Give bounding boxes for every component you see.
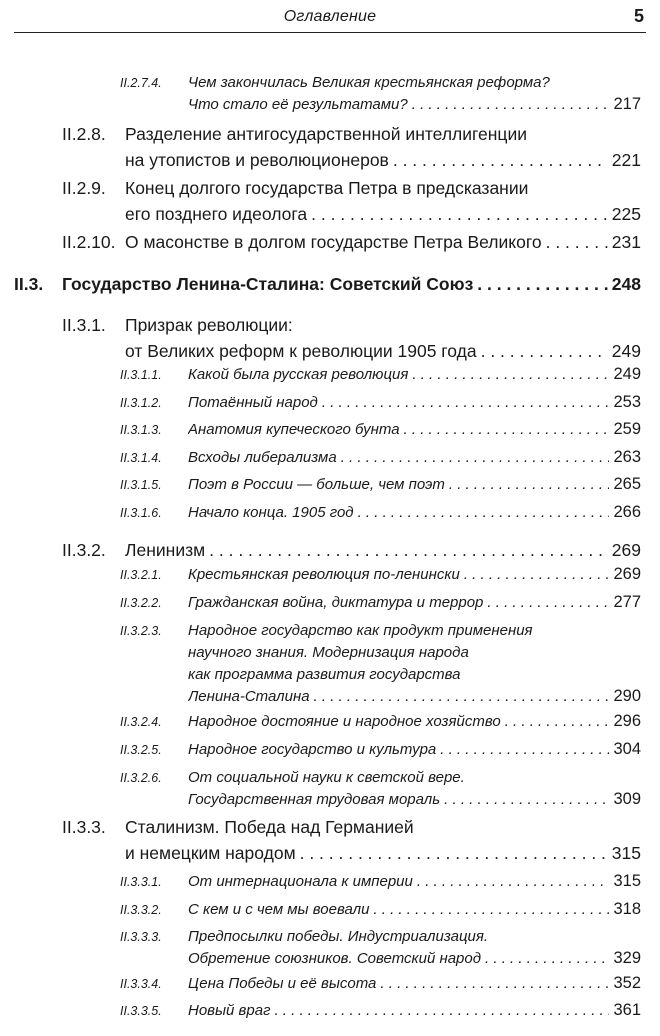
toc-entry-title-line: Народное государство и культура . . . <box>188 741 641 758</box>
toc-entry <box>0 504 641 526</box>
toc-entry-title-line: Ленина-Сталина . . . <box>188 688 641 705</box>
toc-entry-number: II.3.2.6. <box>120 771 162 785</box>
toc-entry <box>0 124 641 176</box>
toc-entry-number: II.3.1.1. <box>120 368 162 382</box>
toc-entry-number: II.3.2.3. <box>120 624 162 638</box>
toc-entry <box>0 449 641 471</box>
toc-entry-title-line: научного знания. Модернизация народа <box>188 644 469 661</box>
toc-entry <box>0 901 641 923</box>
toc-entry <box>0 873 641 895</box>
toc-entry-title-line: его позднего идеолога . . . <box>125 204 641 224</box>
toc-entry-title-line: Государственная трудовая мораль . . . <box>188 791 641 808</box>
toc-entry-page: 266 <box>609 504 641 522</box>
toc-entry <box>0 817 641 869</box>
toc-entry <box>0 178 641 230</box>
toc-entry-title-line: Всходы либерализма . . . <box>188 449 641 466</box>
toc-entry-number: II.3.3. <box>62 817 106 837</box>
toc-entry-number: II.3.1. <box>62 315 106 335</box>
toc-entry-page: 217 <box>609 96 641 114</box>
toc-entry <box>0 476 641 498</box>
toc-entry-page: 277 <box>609 594 641 612</box>
toc-entry-title-line: Цена Победы и её высота . . . <box>188 975 641 992</box>
toc-entry-page: 290 <box>609 688 641 706</box>
toc-entry-number: II.2.9. <box>62 178 106 198</box>
toc-entry-number: II.3.3.1. <box>120 875 162 889</box>
toc-entry-title-line: Гражданская война, диктатура и террор . . . <box>188 594 641 611</box>
toc-entry <box>0 366 641 388</box>
toc-entry-title-line: Сталинизм. Победа над Германией <box>125 817 414 837</box>
toc-entry-page: 249 <box>608 341 641 362</box>
toc-entry-number: II.3.1.2. <box>120 396 162 410</box>
toc-entry-title-line: От социальной науки к светской вере. <box>188 769 465 786</box>
toc-entry <box>0 315 641 367</box>
toc-entry-title-line: Поэт в России — больше, чем поэт . . . <box>188 476 641 493</box>
toc-entry-page: 231 <box>608 232 641 253</box>
page-header <box>14 6 646 33</box>
toc-entry-number: II.3.2.2. <box>120 596 162 610</box>
toc-entry-title-line: Крестьянская революция по-ленински . . . <box>188 566 641 583</box>
toc-entry <box>0 928 641 972</box>
toc-entry-page: 249 <box>609 366 641 384</box>
toc-entry <box>0 741 641 763</box>
toc-entry <box>0 232 641 258</box>
toc-entry-number: II.3.1.6. <box>120 506 162 520</box>
toc-entry-title-line: От интернационала к империи . . . <box>188 873 641 890</box>
toc-entry-page: 263 <box>609 449 641 467</box>
toc-entry-title-line: Конец долгого государства Петра в предсказании <box>125 178 529 198</box>
toc-entry-number: II.3.2.4. <box>120 715 162 729</box>
toc-entry-title-line: Начало конца. 1905 год . . . <box>188 504 641 521</box>
toc-entry <box>0 713 641 735</box>
toc-entry-title-line: Народное достояние и народное хозяйство . . . <box>188 713 641 730</box>
toc-entry-page: 248 <box>608 274 641 295</box>
toc-entry-page: 269 <box>609 566 641 584</box>
toc-entry <box>0 769 641 813</box>
toc-entry-number: II.2.10. <box>62 232 116 252</box>
toc-entry-title-line: О масонстве в долгом государстве Петра Великого . . . <box>125 232 641 252</box>
toc-entry <box>0 1002 641 1024</box>
toc-entry-title-line: Потаённый народ . . . <box>188 394 641 411</box>
toc-entry-number: II.3.3.5. <box>120 1004 162 1018</box>
toc-entry-title-line: Разделение антигосударственной интеллигенции <box>125 124 527 144</box>
toc-entry-page: 309 <box>609 791 641 809</box>
toc-entry-number: II.3.3.2. <box>120 903 162 917</box>
toc-entry-page: 318 <box>609 901 641 919</box>
toc-entry <box>0 594 641 616</box>
toc-entry-title-line: Призрак революции: <box>125 315 293 335</box>
toc-entry-page: 329 <box>609 950 641 968</box>
toc-entry-title-line: Что стало её результатами? . . . <box>188 96 641 113</box>
toc-entry-page: 221 <box>608 150 641 171</box>
toc-entry <box>0 622 641 710</box>
toc-entry-title-line: Анатомия купеческого бунта . . . <box>188 421 641 438</box>
toc-entry-number: II.3.3.4. <box>120 977 162 991</box>
toc-entry-page: 352 <box>609 975 641 993</box>
toc-entry-title-line: Какой была русская революция . . . <box>188 366 641 383</box>
toc-entry-page: 304 <box>609 741 641 759</box>
toc-entry-title-line: на утопистов и революционеров . . . <box>125 150 641 170</box>
toc-entry <box>0 975 641 997</box>
toc-entry-page: 315 <box>609 873 641 891</box>
toc-entry-number: II.3.2.1. <box>120 568 162 582</box>
toc-entry-page: 315 <box>608 843 641 864</box>
toc-entry-title-line: от Великих реформ к революции 1905 года . . . <box>125 341 641 361</box>
toc-entry-number: II.3.1.3. <box>120 423 162 437</box>
toc-entry-number: II.3.2. <box>62 540 106 560</box>
toc-entry <box>0 394 641 416</box>
toc-entry-number: II.3. <box>14 274 44 294</box>
toc-entry-page: 259 <box>609 421 641 439</box>
toc-entry <box>0 566 641 588</box>
toc-entry-title-line: Народное государство как продукт применения <box>188 622 533 639</box>
toc-entry-title-line: как программа развития государства <box>188 666 461 683</box>
toc-entry <box>0 421 641 443</box>
toc-entry-number: II.3.1.4. <box>120 451 162 465</box>
page-number: 5 <box>633 6 644 26</box>
toc-entry-title-line: и немецким народом . . . <box>125 843 641 863</box>
toc-entry <box>0 274 641 300</box>
toc-entry-number: II.3.2.5. <box>120 743 162 757</box>
toc-entry-title-line: С кем и с чем мы воевали . . . <box>188 901 641 918</box>
toc-entry-title-line: Обретение союзников. Советский народ . . . <box>188 950 641 967</box>
toc-entry-page: 253 <box>609 394 641 412</box>
running-title: Оглавление <box>283 8 377 25</box>
toc-entry-page: 225 <box>608 204 641 225</box>
toc-entry-number: II.3.3.3. <box>120 930 162 944</box>
toc-entry-number: II.3.1.5. <box>120 478 162 492</box>
toc-entry-title-line: Государство Ленина-Сталина: Советский Союз . . . <box>62 274 641 294</box>
toc-entry-title-line: Чем закончилась Великая крестьянская реформа? <box>188 74 550 91</box>
toc-entry-title-line: Ленинизм . . . <box>125 540 641 560</box>
toc-entry-page: 361 <box>609 1002 641 1020</box>
toc-entry-number: II.2.7.4. <box>120 76 162 90</box>
toc-entry-page: 296 <box>609 713 641 731</box>
toc-entry-title-line: Предпосылки победы. Индустриализация. <box>188 928 489 945</box>
toc-entry <box>0 74 641 118</box>
toc-entry-page: 269 <box>608 540 641 561</box>
toc-entry-title-line: Новый враг . . . <box>188 1002 641 1019</box>
toc-entry <box>0 540 641 566</box>
toc-entry-number: II.2.8. <box>62 124 106 144</box>
toc-entry-page: 265 <box>609 476 641 494</box>
